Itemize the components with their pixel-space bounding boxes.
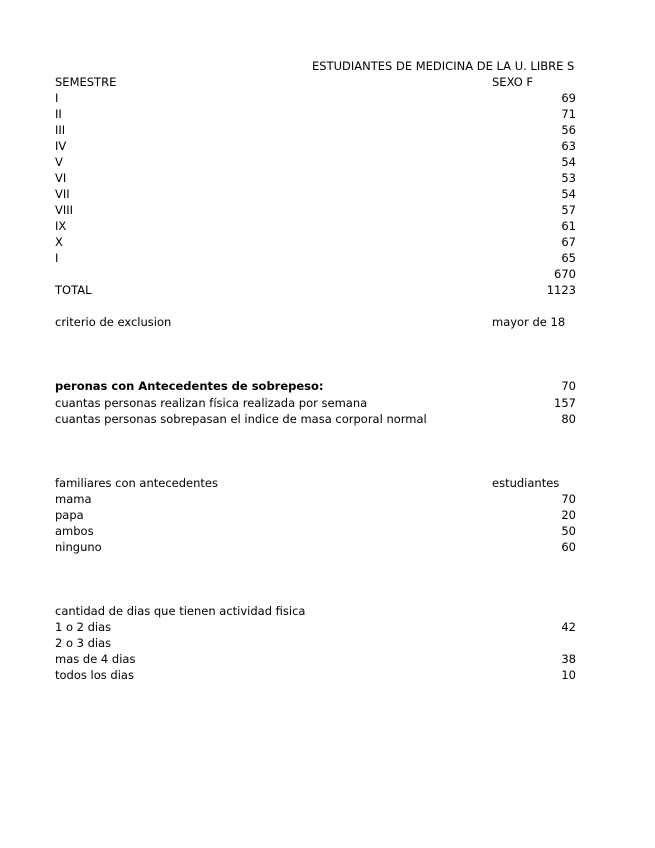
activity-days-header-label: cantidad de dias que tienen actividad fisica — [55, 604, 306, 618]
family-header-label: familiares con antecedentes — [55, 476, 218, 490]
row-value: 53 — [561, 171, 576, 185]
family-value: 20 — [561, 508, 576, 522]
overweight-history-value: 70 — [561, 379, 576, 393]
family-row — [55, 539, 576, 555]
family-value: 50 — [561, 524, 576, 538]
overweight-history-row — [55, 378, 576, 394]
bmi-value: 80 — [561, 412, 576, 426]
row-label: I — [55, 251, 59, 265]
activity-days-row — [55, 667, 576, 683]
activity-days-label: todos los dias — [55, 668, 134, 682]
header-semestre: SEMESTRE — [55, 75, 117, 89]
total-row — [55, 282, 576, 298]
table-row — [55, 234, 576, 250]
total-value: 1123 — [546, 283, 576, 297]
total-label: TOTAL — [55, 283, 92, 297]
activity-days-label: 2 o 3 dias — [55, 636, 112, 650]
table-row — [55, 138, 576, 154]
bmi-row — [55, 411, 576, 427]
table-row — [55, 170, 576, 186]
activity-days-value: 38 — [561, 652, 576, 666]
row-value: 67 — [561, 235, 576, 249]
family-header — [55, 475, 576, 491]
row-value: 63 — [561, 139, 576, 153]
family-label: mama — [55, 492, 92, 506]
table-row — [55, 266, 576, 282]
table-row — [55, 90, 576, 106]
bmi-label: cuantas personas sobrepasan el indice de masa corporal normal — [55, 412, 427, 426]
activity-days-value: 42 — [561, 620, 576, 634]
table-row — [55, 186, 576, 202]
row-label: IX — [55, 219, 67, 233]
row-label: I — [55, 91, 59, 105]
row-value: 65 — [561, 251, 576, 265]
activity-days-header — [55, 603, 576, 619]
criteria-value: mayor de 18 — [492, 315, 566, 329]
table-row — [55, 202, 576, 218]
row-label: II — [55, 107, 62, 121]
criteria-label: criterio de exclusion — [55, 315, 172, 329]
row-value: 69 — [561, 91, 576, 105]
table-row — [55, 250, 576, 266]
row-label: IV — [55, 139, 67, 153]
table-header — [55, 74, 576, 90]
row-label: III — [55, 123, 66, 137]
table-row — [55, 122, 576, 138]
activity-days-row — [55, 619, 576, 635]
header-sexo-f: SEXO F — [492, 75, 534, 89]
activity-days-value: 10 — [561, 668, 576, 682]
family-row — [55, 507, 576, 523]
row-value: 54 — [561, 187, 576, 201]
activity-row — [55, 395, 576, 411]
family-value: 60 — [561, 540, 576, 554]
activity-days-label: mas de 4 dias — [55, 652, 136, 666]
family-label: ambos — [55, 524, 94, 538]
subtotal-value: 670 — [554, 267, 576, 281]
row-label: V — [55, 155, 63, 169]
activity-value: 157 — [554, 396, 576, 410]
table-row — [55, 106, 576, 122]
row-label: VI — [55, 171, 67, 185]
row-value: 71 — [561, 107, 576, 121]
family-header-col: estudiantes — [492, 476, 560, 490]
activity-days-row — [55, 651, 576, 667]
page-title: ESTUDIANTES DE MEDICINA DE LA U. LIBRE S — [312, 59, 575, 73]
table-row — [55, 154, 576, 170]
row-value: 54 — [561, 155, 576, 169]
row-label: X — [55, 235, 63, 249]
family-row — [55, 491, 576, 507]
family-label: ninguno — [55, 540, 102, 554]
family-label: papa — [55, 508, 84, 522]
activity-days-row — [55, 635, 576, 651]
row-label: VII — [55, 187, 70, 201]
family-value: 70 — [561, 492, 576, 506]
row-value: 61 — [561, 219, 576, 233]
row-value: 56 — [561, 123, 576, 137]
row-value: 57 — [561, 203, 576, 217]
row-label: VIII — [55, 203, 74, 217]
family-row — [55, 523, 576, 539]
activity-days-label: 1 o 2 dias — [55, 620, 112, 634]
table-row — [55, 218, 576, 234]
criteria-row — [55, 314, 576, 330]
overweight-history-label: peronas con Antecedentes de sobrepeso: — [55, 379, 324, 393]
activity-label: cuantas personas realizan física realizada por semana — [55, 396, 368, 410]
